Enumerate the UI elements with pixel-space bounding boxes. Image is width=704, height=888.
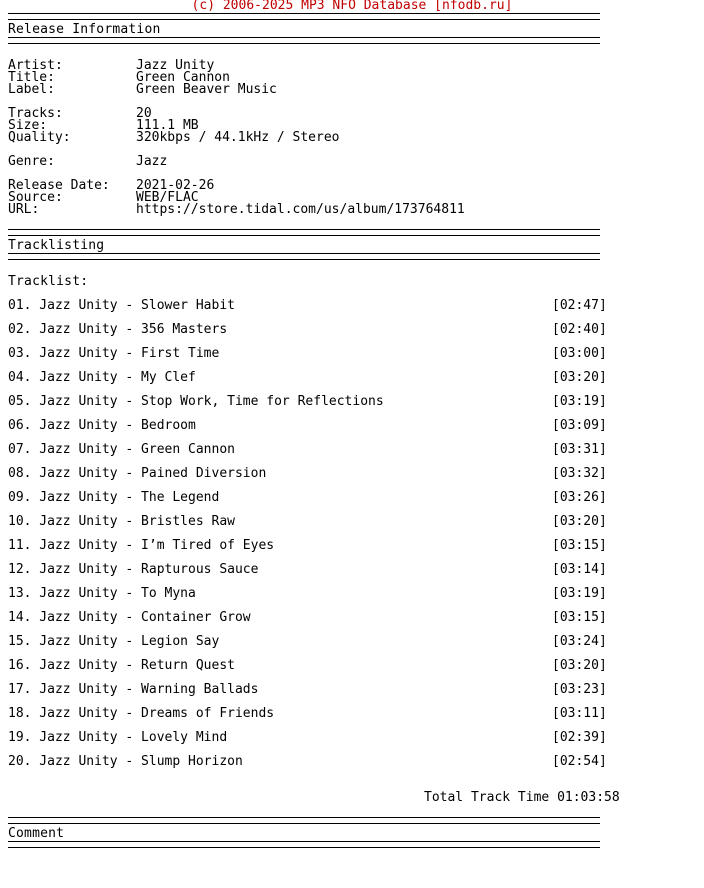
copyright-header: (c) 2006-2025 MP3 NFO Database [nfodb.ru] [191, 0, 513, 13]
label-label: Label: [8, 82, 55, 97]
divider-rule [8, 229, 600, 236]
track-name: 15. Jazz Unity - Legion Say [8, 634, 220, 649]
track-time: [03:11] [552, 706, 607, 721]
track-time: [03:31] [552, 442, 607, 457]
track-name: 14. Jazz Unity - Container Grow [8, 610, 251, 625]
track-name: 06. Jazz Unity - Bedroom [8, 418, 196, 433]
tracklisting-heading: Tracklisting [8, 238, 105, 253]
track-time: [02:54] [552, 754, 607, 769]
track-name: 18. Jazz Unity - Dreams of Friends [8, 706, 275, 721]
track-time: [03:23] [552, 682, 607, 697]
track-time: [02:47] [552, 298, 607, 313]
quality-label: Quality: [8, 130, 71, 145]
track-time: [03:09] [552, 418, 607, 433]
quality-value: 320kbps / 44.1kHz / Stereo [136, 130, 340, 145]
track-time: [02:39] [552, 730, 607, 745]
release-date-value: 2021-02-26 [136, 178, 215, 193]
track-name: 13. Jazz Unity - To Myna [8, 586, 196, 601]
title-label: Title: [8, 70, 55, 85]
label-value: Green Beaver Music [136, 82, 277, 97]
track-time: [02:40] [552, 322, 607, 337]
track-name: 12. Jazz Unity - Rapturous Sauce [8, 562, 259, 577]
track-time: [03:19] [552, 586, 607, 601]
track-name: 16. Jazz Unity - Return Quest [8, 658, 235, 673]
track-name: 04. Jazz Unity - My Clef [8, 370, 196, 385]
track-time: [03:26] [552, 490, 607, 505]
track-name: 19. Jazz Unity - Lovely Mind [8, 730, 228, 745]
total-track-time-value: 01:03:58 [557, 790, 620, 805]
total-track-time [424, 792, 620, 804]
track-name: 05. Jazz Unity - Stop Work, Time for Reflections [8, 394, 384, 409]
divider-rule [8, 37, 600, 44]
url-value[interactable]: https://store.tidal.com/us/album/173764811 [136, 202, 465, 217]
artist-value: Jazz Unity [136, 58, 215, 73]
divider-rule [8, 253, 600, 260]
tracks-label: Tracks: [8, 106, 63, 121]
size-value: 111.1 MB [136, 118, 199, 133]
tracklist-label: Tracklist: [8, 274, 89, 289]
size-label: Size: [8, 118, 48, 133]
track-time: [03:15] [552, 610, 607, 625]
track-name: 17. Jazz Unity - Warning Ballads [8, 682, 259, 697]
divider-rule [8, 841, 600, 848]
track-name: 02. Jazz Unity - 356 Masters [8, 322, 228, 337]
track-name: 03. Jazz Unity - First Time [8, 346, 220, 361]
track-time: [03:20] [552, 514, 607, 529]
track-name: 11. Jazz Unity - I’m Tired of Eyes [8, 538, 275, 553]
track-time: [03:24] [552, 634, 607, 649]
track-time: [03:19] [552, 394, 607, 409]
track-time: [03:15] [552, 538, 607, 553]
track-name: 01. Jazz Unity - Slower Habit [8, 298, 235, 313]
genre-label: Genre: [8, 154, 55, 169]
track-name: 20. Jazz Unity - Slump Horizon [8, 754, 243, 769]
track-name: 10. Jazz Unity - Bristles Raw [8, 514, 235, 529]
track-name: 09. Jazz Unity - The Legend [8, 490, 220, 505]
total-track-time-label: Total Track Time [424, 790, 550, 805]
tracks-value: 20 [136, 106, 152, 121]
release-date-label: Release Date: [8, 178, 110, 193]
artist-label: Artist: [8, 58, 63, 73]
track-time: [03:14] [552, 562, 607, 577]
source-value: WEB/FLAC [136, 190, 199, 205]
track-time: [03:20] [552, 658, 607, 673]
title-value: Green Cannon [136, 70, 230, 85]
divider-rule [8, 13, 600, 20]
track-time: [03:00] [552, 346, 607, 361]
genre-value: Jazz [136, 154, 168, 169]
url-label: URL: [8, 202, 40, 217]
source-label: Source: [8, 190, 63, 205]
divider-rule [8, 817, 600, 824]
release-information-heading: Release Information [8, 22, 161, 37]
comment-heading: Comment [8, 826, 65, 841]
track-name: 08. Jazz Unity - Pained Diversion [8, 466, 267, 481]
track-time: [03:32] [552, 466, 607, 481]
track-time: [03:20] [552, 370, 607, 385]
track-name: 07. Jazz Unity - Green Cannon [8, 442, 235, 457]
